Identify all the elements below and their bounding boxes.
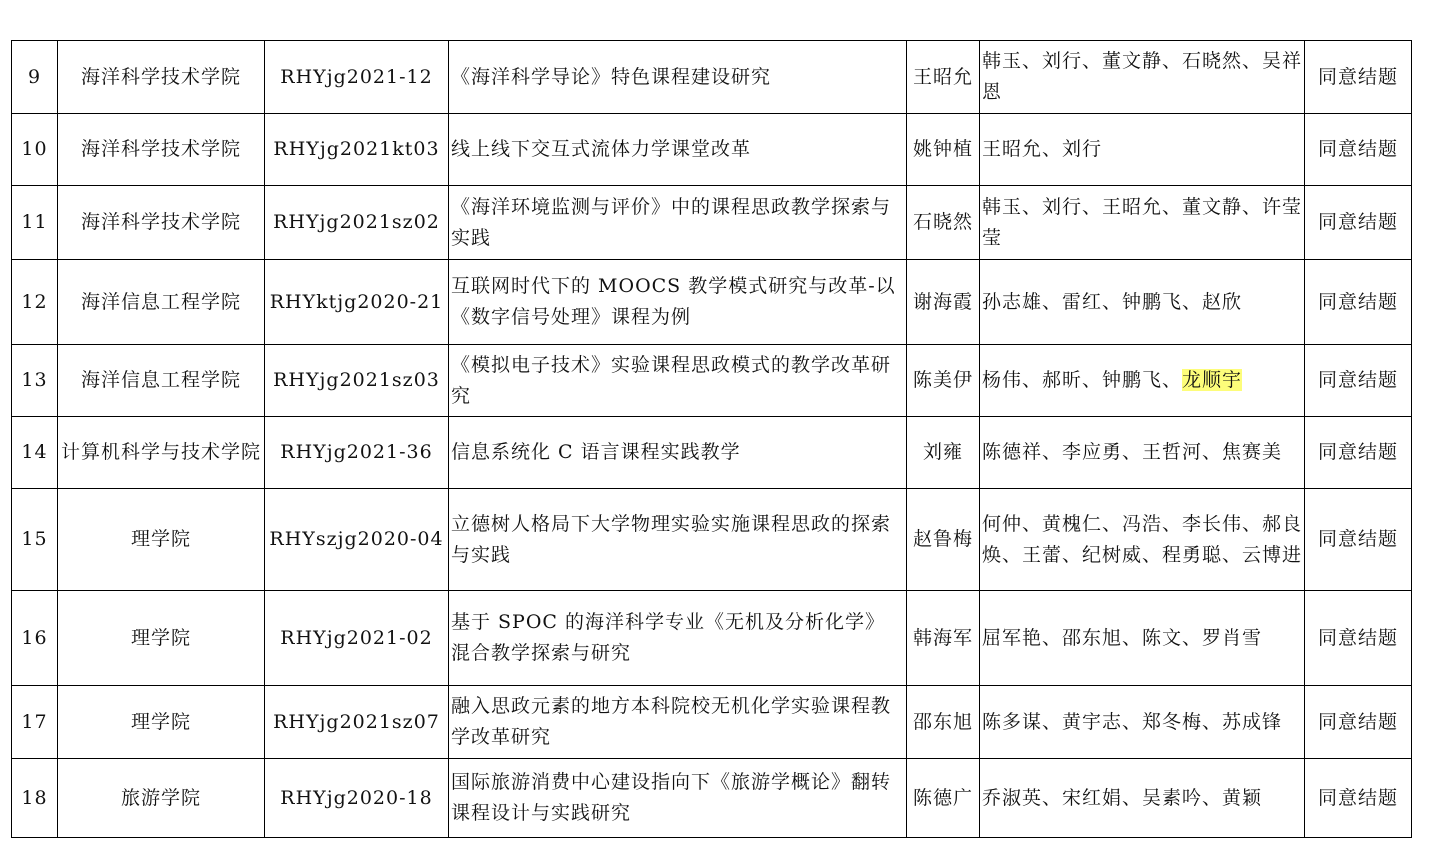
row-number: 14 bbox=[12, 417, 58, 489]
college-cell: 海洋科学技术学院 bbox=[58, 186, 265, 260]
table-row bbox=[12, 417, 1412, 489]
members-cell bbox=[980, 260, 1305, 345]
result-cell: 同意结题 bbox=[1305, 114, 1412, 186]
members-cell bbox=[980, 759, 1305, 838]
row-number: 16 bbox=[12, 591, 58, 686]
row-number: 15 bbox=[12, 489, 58, 591]
members-text: 何仲、黄槐仁、冯浩、李长伟、郝良焕、王蕾、纪树威、程勇聪、云博进 bbox=[982, 512, 1303, 566]
result-cell: 同意结题 bbox=[1305, 186, 1412, 260]
project-title-cell: 《海洋科学导论》特色课程建设研究 bbox=[449, 41, 907, 114]
project-code-cell: RHYjg2021-12 bbox=[265, 41, 449, 114]
result-cell: 同意结题 bbox=[1305, 345, 1412, 417]
table-body bbox=[12, 41, 1412, 838]
project-code-cell: RHYjg2021sz07 bbox=[265, 686, 449, 759]
members-text: 韩玉、刘行、王昭允、董文静、许莹莹 bbox=[982, 195, 1303, 249]
project-title-cell: 《模拟电子技术》实验课程思政模式的教学改革研究 bbox=[449, 345, 907, 417]
leader-cell: 刘雍 bbox=[907, 417, 980, 489]
leader-cell: 韩海军 bbox=[907, 591, 980, 686]
members-text: 孙志雄、雷红、钟鹏飞、赵欣 bbox=[982, 290, 1243, 313]
leader-cell: 谢海霞 bbox=[907, 260, 980, 345]
college-cell: 理学院 bbox=[58, 591, 265, 686]
project-title-cell: 立德树人格局下大学物理实验实施课程思政的探索与实践 bbox=[449, 489, 907, 591]
college-cell: 海洋科学技术学院 bbox=[58, 114, 265, 186]
project-code-cell: RHYjg2021sz03 bbox=[265, 345, 449, 417]
leader-cell: 陈美伊 bbox=[907, 345, 980, 417]
row-number: 13 bbox=[12, 345, 58, 417]
college-cell: 计算机科学与技术学院 bbox=[58, 417, 265, 489]
college-cell: 海洋科学技术学院 bbox=[58, 41, 265, 114]
college-cell: 海洋信息工程学院 bbox=[58, 345, 265, 417]
members-cell bbox=[980, 186, 1305, 260]
members-cell bbox=[980, 417, 1305, 489]
leader-cell: 姚钟植 bbox=[907, 114, 980, 186]
project-title-cell: 线上线下交互式流体力学课堂改革 bbox=[449, 114, 907, 186]
result-cell: 同意结题 bbox=[1305, 417, 1412, 489]
members-cell bbox=[980, 489, 1305, 591]
project-code-cell: RHYjg2021-36 bbox=[265, 417, 449, 489]
table-row bbox=[12, 345, 1412, 417]
result-cell: 同意结题 bbox=[1305, 591, 1412, 686]
project-title-cell: 互联网时代下的 MOOCS 教学模式研究与改革-以《数字信号处理》课程为例 bbox=[449, 260, 907, 345]
row-number: 12 bbox=[12, 260, 58, 345]
college-cell: 旅游学院 bbox=[58, 759, 265, 838]
project-title-cell: 融入思政元素的地方本科院校无机化学实验课程教学改革研究 bbox=[449, 686, 907, 759]
table-row bbox=[12, 591, 1412, 686]
result-cell: 同意结题 bbox=[1305, 759, 1412, 838]
result-cell: 同意结题 bbox=[1305, 260, 1412, 345]
members-text: 陈德祥、李应勇、王哲河、焦赛美 bbox=[982, 441, 1283, 463]
members-cell bbox=[980, 686, 1305, 759]
row-number: 9 bbox=[12, 41, 58, 114]
project-code-cell: RHYjg2021kt03 bbox=[265, 114, 449, 186]
table-row bbox=[12, 759, 1412, 838]
table-row bbox=[12, 41, 1412, 114]
project-table bbox=[11, 40, 1412, 838]
project-code-cell: RHYktjg2020-21 bbox=[265, 260, 449, 345]
project-code-cell: RHYszjg2020-04 bbox=[265, 489, 449, 591]
project-title-cell: 基于 SPOC 的海洋科学专业《无机及分析化学》混合教学探索与研究 bbox=[449, 591, 907, 686]
members-cell bbox=[980, 41, 1305, 114]
table-row bbox=[12, 114, 1412, 186]
project-code-cell: RHYjg2021sz02 bbox=[265, 186, 449, 260]
result-cell: 同意结题 bbox=[1305, 686, 1412, 759]
table-row bbox=[12, 186, 1412, 260]
row-number: 17 bbox=[12, 686, 58, 759]
row-number: 11 bbox=[12, 186, 58, 260]
result-cell: 同意结题 bbox=[1305, 489, 1412, 591]
members-cell bbox=[980, 591, 1305, 686]
leader-cell: 石晓然 bbox=[907, 186, 980, 260]
members-text: 陈多谋、黄宇志、郑冬梅、苏成锋 bbox=[982, 710, 1283, 733]
table-row bbox=[12, 489, 1412, 591]
college-cell: 理学院 bbox=[58, 686, 265, 759]
members-text: 乔淑英、宋红娟、吴素吟、黄颖 bbox=[982, 786, 1263, 809]
row-number: 10 bbox=[12, 114, 58, 186]
leader-cell: 邵东旭 bbox=[907, 686, 980, 759]
row-number: 18 bbox=[12, 759, 58, 838]
members-cell bbox=[980, 345, 1305, 417]
project-code-cell: RHYjg2020-18 bbox=[265, 759, 449, 838]
result-cell: 同意结题 bbox=[1305, 41, 1412, 114]
college-cell: 理学院 bbox=[58, 489, 265, 591]
project-title-cell: 国际旅游消费中心建设指向下《旅游学概论》翻转课程设计与实践研究 bbox=[449, 759, 907, 838]
college-cell: 海洋信息工程学院 bbox=[58, 260, 265, 345]
leader-cell: 赵鲁梅 bbox=[907, 489, 980, 591]
leader-cell: 王昭允 bbox=[907, 41, 980, 114]
leader-cell: 陈德广 bbox=[907, 759, 980, 838]
members-text: 王昭允、刘行 bbox=[982, 138, 1103, 160]
highlighted-member: 龙顺宇 bbox=[1182, 369, 1243, 391]
members-text: 屈军艳、邵东旭、陈文、罗肖雪 bbox=[982, 626, 1263, 649]
project-title-cell: 信息系统化 C 语言课程实践教学 bbox=[449, 417, 907, 489]
members-cell bbox=[980, 114, 1305, 186]
table-row bbox=[12, 260, 1412, 345]
members-text: 杨伟、郝昕、钟鹏飞、 bbox=[982, 369, 1183, 391]
project-title-cell: 《海洋环境监测与评价》中的课程思政教学探索与实践 bbox=[449, 186, 907, 260]
project-code-cell: RHYjg2021-02 bbox=[265, 591, 449, 686]
members-text: 韩玉、刘行、董文静、石晓然、吴祥恩 bbox=[982, 50, 1303, 103]
table-row bbox=[12, 686, 1412, 759]
